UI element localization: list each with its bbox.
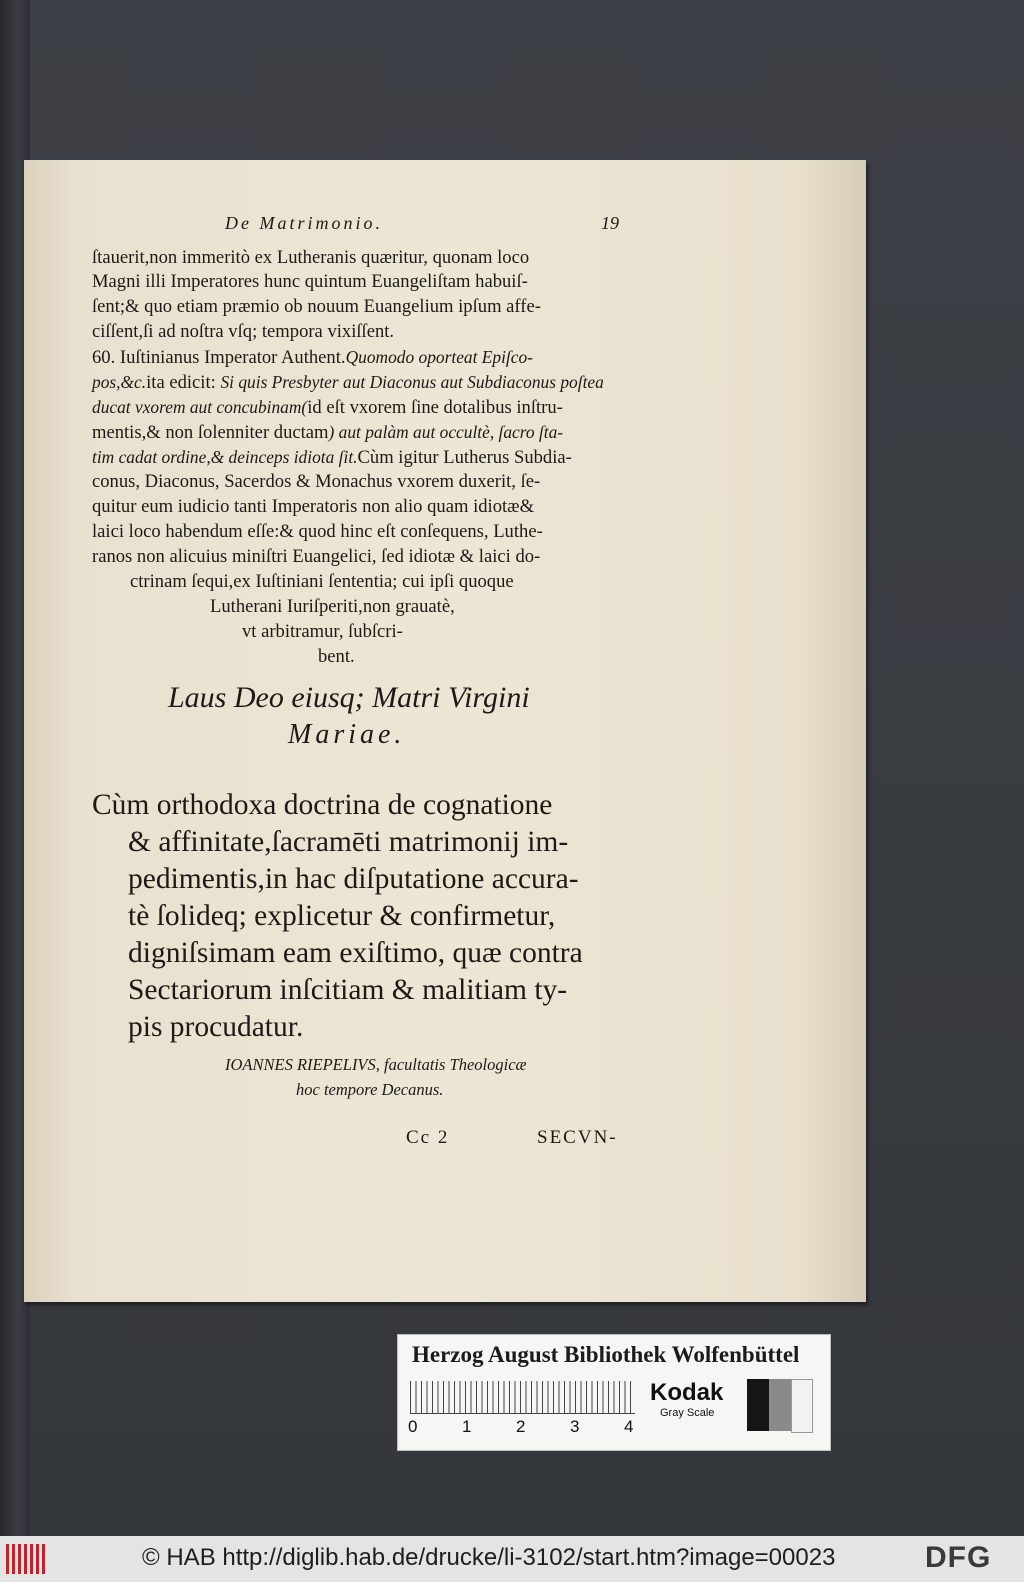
text-italic: ) aut palàm aut occultè, ſacro ſta- [328,422,564,442]
text-italic: pos,&c. [92,372,147,392]
running-head: De Matrimonio. [225,213,383,233]
censura-line: pis procudatur. [128,1011,304,1043]
body-line [92,395,563,420]
text-roman: id eſt vxorem ſine dotalibus inſtru- [307,397,563,418]
color-target-card [397,1334,831,1451]
footer-bar [0,1536,1024,1582]
ruler-number: 1 [462,1417,472,1436]
body-line: vt arbitramur, ſubſcri- [242,621,403,642]
library-name: Herzog August Bibliothek Wolfenbüttel [412,1342,800,1367]
censura-line: & affinitate,ſacramēti matrimonij im- [128,826,569,858]
text-roman: mentis,& non ſolenniter ductam [92,422,329,443]
hab-logo-icon [6,1544,46,1574]
closing-doxology-name: Mariae. [288,719,406,750]
body-line: ranos non alicuius miniſtri Euangelici, ſed idiotæ & laici do- [92,546,541,567]
text-roman: 60. Iuſtinianus Imperator Authent. [92,347,346,368]
ruler-number: 4 [624,1417,634,1436]
swatch-white [791,1379,813,1433]
body-line: quitur eum iudicio tanti Imperatoris non alio quam idiotæ& [92,496,535,517]
body-line [92,445,572,470]
text-italic: ducat vxorem aut concubinam( [92,397,308,417]
body-line: Magni illi Imperatores hunc quintum Euangeliſtam habuiſ- [92,271,528,292]
approval-signature: IOANNES RIEPELIVS, facultatis Theologicæ [225,1055,527,1074]
text-roman: ita edicit: [146,372,221,393]
body-line: ctrinam ſequi,ex Iuſtiniani ſententia; cui ipſi quoque [130,571,514,592]
body-line: ſent;& quo etiam præmio ob nouum Euangelium ipſum affe- [92,296,541,317]
body-line [92,370,604,395]
censura-line: Cùm orthodoxa doctrina de cognatione [92,789,553,821]
body-line [92,345,533,370]
censura-line: tè ſolideq; explicetur & confirmetur, [128,900,556,932]
ruler-number: 0 [408,1417,418,1436]
body-line: conus, Diaconus, Sacerdos & Monachus vxorem duxerit, ſe- [92,471,541,492]
measurement-ruler [410,1381,635,1414]
ruler-number: 3 [570,1417,580,1436]
text-roman: Cùm igitur Lutherus Subdia- [357,447,572,468]
swatch-gray [769,1379,791,1431]
ruler-number: 2 [516,1417,526,1436]
censura-line: pedimentis,in hac diſputatione accura- [128,863,579,895]
kodak-logo: Kodak [650,1379,724,1406]
closing-doxology: Laus Deo eiusq; Matri Virgini [168,681,530,714]
swatch-black [747,1379,769,1431]
body-line: ſtauerit,non immeritò ex Lutheranis quæritur, quonam loco [92,247,530,268]
body-line: Lutherani Iuriſperiti,non grauatè, [210,596,455,617]
body-line: ciſſent,ſi ad noſtra vſq; tempora vixiſſent. [92,321,395,342]
text-italic: Si quis Presbyter aut Diaconus aut Subdiaconus poſtea [220,372,604,392]
copyright-link[interactable]: © HAB http://diglib.hab.de/drucke/li-3102/start.htm?image=00023 [142,1544,836,1571]
censura-line: digniſsimam eam exiſtimo, quæ contra [128,937,583,969]
approval-office: hoc tempore Decanus. [296,1080,444,1099]
page-number: 19 [601,213,619,233]
censura-line: Sectariorum inſcitiam & malitiam ty- [128,974,568,1006]
body-line: bent. [318,646,355,667]
gray-scale-label: Gray Scale [660,1407,715,1419]
text-italic: Quomodo oporteat Epiſco- [345,347,533,367]
catchword: SECVN- [537,1127,618,1148]
text-italic: tim cadat ordine,& deinceps idiota ſit. [92,447,358,467]
body-line [92,420,563,445]
body-line: laici loco habendum eſſe:& quod hinc eſt conſequens, Luthe- [92,521,543,542]
signature-mark: Cc 2 [406,1127,450,1148]
dfg-logo: DFG [925,1541,992,1574]
